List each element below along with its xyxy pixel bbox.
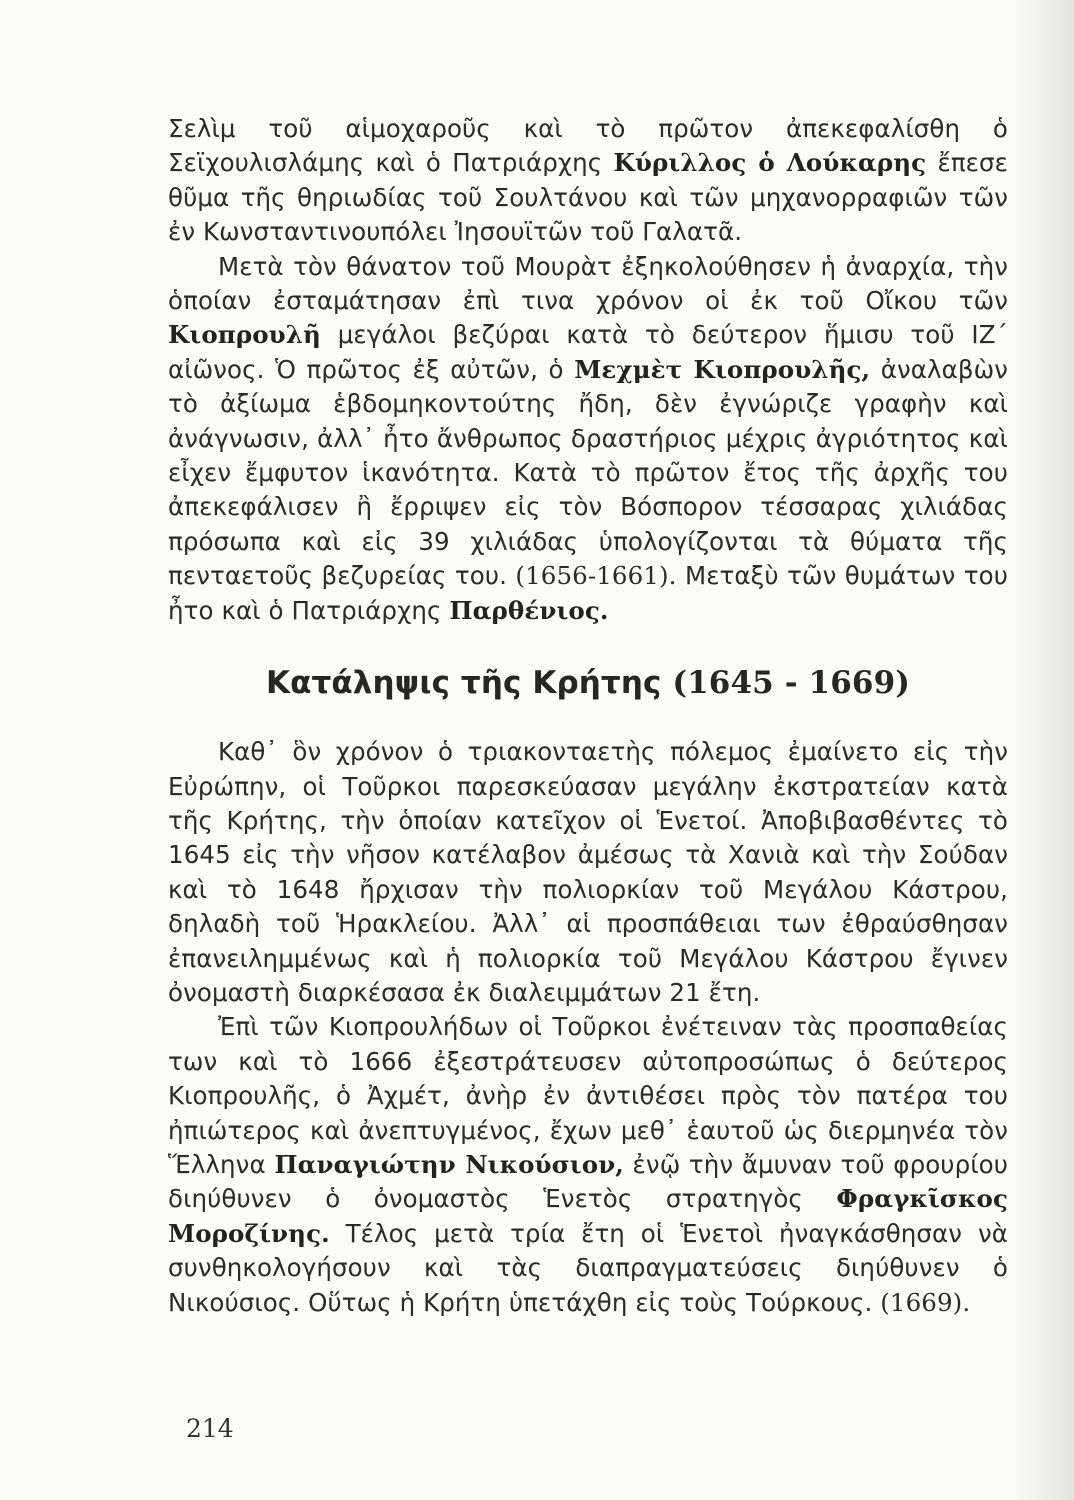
paragraph-4 [168,1010,1008,1320]
name-mehmet-kiopruli: Μεχμὲτ Κιοπρουλῆς, [574,354,871,384]
paragraph-3 [168,735,1008,1010]
name-parthenios: Παρθένιος. [449,595,609,625]
paragraph-1-text-a: Σελὶμ τοῦ αἱμοχαροῦς καὶ τὸ πρῶτον ἀπεκεφαλίσθη ὁ Σεϊχουλισλάμης καὶ ὁ Πατριάρχης [168,114,1008,178]
paragraph-4-text-a: Ἐπὶ τῶν Κιοπρουλήδων οἱ Τοῦρκοι ἐνέτειναν τὰς προσπαθείας των καὶ τὸ 1666 ἐξεστράτευσεν αὐτοπροσώπως ὁ δεύτερος Κιοπρουλῆς, ὁ Ἀχμέτ, ἀνὴρ ἐν ἀντιθέσει πρὸς τὸν πατέρα του ἠπιώτερος καὶ ἀνεπτυγμένος, ἔχων μεθ᾽ ἑαυτοῦ ὡς διερμηνέα τὸν Ἕλληνα [168,1012,1008,1179]
section-heading-years: (1645 - 1669) [672,665,911,702]
page-body [168,112,1008,1320]
years-1656-1661: (1656-1661). [515,561,677,591]
year-1669: (1669). [880,1287,971,1317]
paragraph-2 [168,250,1008,628]
section-heading-title: Κατάληψις τῆς Κρήτης [265,665,673,702]
paragraph-3-text: Καθ᾽ ὃν χρόνον ὁ τριακονταετὴς πόλεμος ἐμαίνετο εἰς τὴν Εὐρώπην, οἱ Τοῦρκοι παρεσκεύασαν μεγάλην ἐκστρατείαν κατὰ τῆς Κρήτης, τὴν ὁποίαν κατεῖχον οἱ Ἑνετοί. Ἀποβιβασθέντες τὸ 1645 εἰς τὴν νῆσον κατέλαβον ἀμέσως τὰ Χανιὰ καὶ τὴν Σούδαν καὶ τὸ 1648 ἤρχισαν τὴν πολιορκίαν τοῦ Μεγάλου Κάστρου, δηλαδὴ τοῦ Ἡρακλείου. Ἀλλ᾽ αἱ προσπάθειαι των ἐθραύσθησαν ἐπανειλημμένως καὶ ἡ πολιορκία τοῦ Μεγάλου Κάστρου ἔγινεν ὀνομαστὴ διαρκέσασα ἐκ διαλειμμάτων 21 ἔτη. [168,737,1008,1007]
scan-shadow-edge [1014,0,1074,1500]
paragraph-1 [168,112,1008,250]
paragraph-1-text-b: ἔπεσε θῦμα τῆς θηριωδίας τοῦ Σουλτάνου καὶ τῶν μηχανορραφιῶν τῶν ἐν Κωνσταντινουπόλει Ἰησουϊτῶν τοῦ Γαλατᾶ. [168,148,1008,247]
name-francesco-morosini: Φραγκῖσκος Μοροζίνης. [168,1184,1008,1248]
paragraph-4-text-c: Τέλος μετὰ τρία ἔτη οἱ Ἑνετοὶ ἠναγκάσθησαν νὰ συνθηκολογήσουν καὶ τὰς διαπραγματεύσεις διηύθυνεν ὁ Νικούσιος. Οὕτως ἡ Κρήτη ὑπετάχθη εἰς τοὺς Τούρκους. [168,1218,1008,1317]
paragraph-2-text-c: ἀναλαβὼν τὸ ἀξίωμα ἑβδομηκοντούτης ἤδη, δὲν ἐγνώριζε γραφὴν καὶ ἀνάγνωσιν, ἀλλ᾽ ἦτο ἄνθρωπος δραστήριος μέχρις ἀγριότητος καὶ εἶχεν ἔμφυτον ἱκανότητα. Κατὰ τὸ πρῶτον ἔτος τῆς ἀρχῆς του ἀπεκεφάλισεν ἢ ἔρριψεν εἰς τὸν Βόσπορον τέσσαρας χιλιάδας πρόσωπα καὶ εἰς 39 χιλιάδας ὑπολογίζονται τὰ θύματα τῆς πενταετοῦς βεζυρείας του. [168,354,1008,591]
paragraph-2-text-d: Μεταξὺ τῶν θυμάτων του ἦτο καὶ ὁ Πατριάρχης [168,561,1008,625]
paragraph-2-text-b: μεγάλοι βεζύραι κατὰ τὸ δεύτερον ἥμισυ τοῦ ΙΖ΄ αἰῶνος. Ὁ πρῶτος ἐξ αὐτῶν, ὁ [168,320,1008,384]
name-kiopruli: Κιοπρουλῆ [168,320,321,350]
section-heading [168,663,1008,703]
page-number: 214 [186,1414,234,1443]
name-panagiotis-nikousios: Παναγιώτην Νικούσιον, [274,1149,624,1179]
name-kyrillos-loukaris: Κύριλλος ὁ Λούκαρης [613,148,927,178]
paragraph-2-text-a: Μετὰ τὸν θάνατον τοῦ Μουρὰτ ἐξηκολούθησεν ἡ ἀναρχία, τὴν ὁποίαν ἐσταμάτησαν ἐπὶ τινα χρόνον οἱ ἐκ τοῦ Οἴκου τῶν [168,251,1008,316]
paragraph-4-text-b: ἐνῷ τὴν ἄμυναν τοῦ φρουρίου διηύθυνεν ὁ ὀνομαστὸς Ἑνετὸς στρατηγὸς [168,1149,1008,1214]
